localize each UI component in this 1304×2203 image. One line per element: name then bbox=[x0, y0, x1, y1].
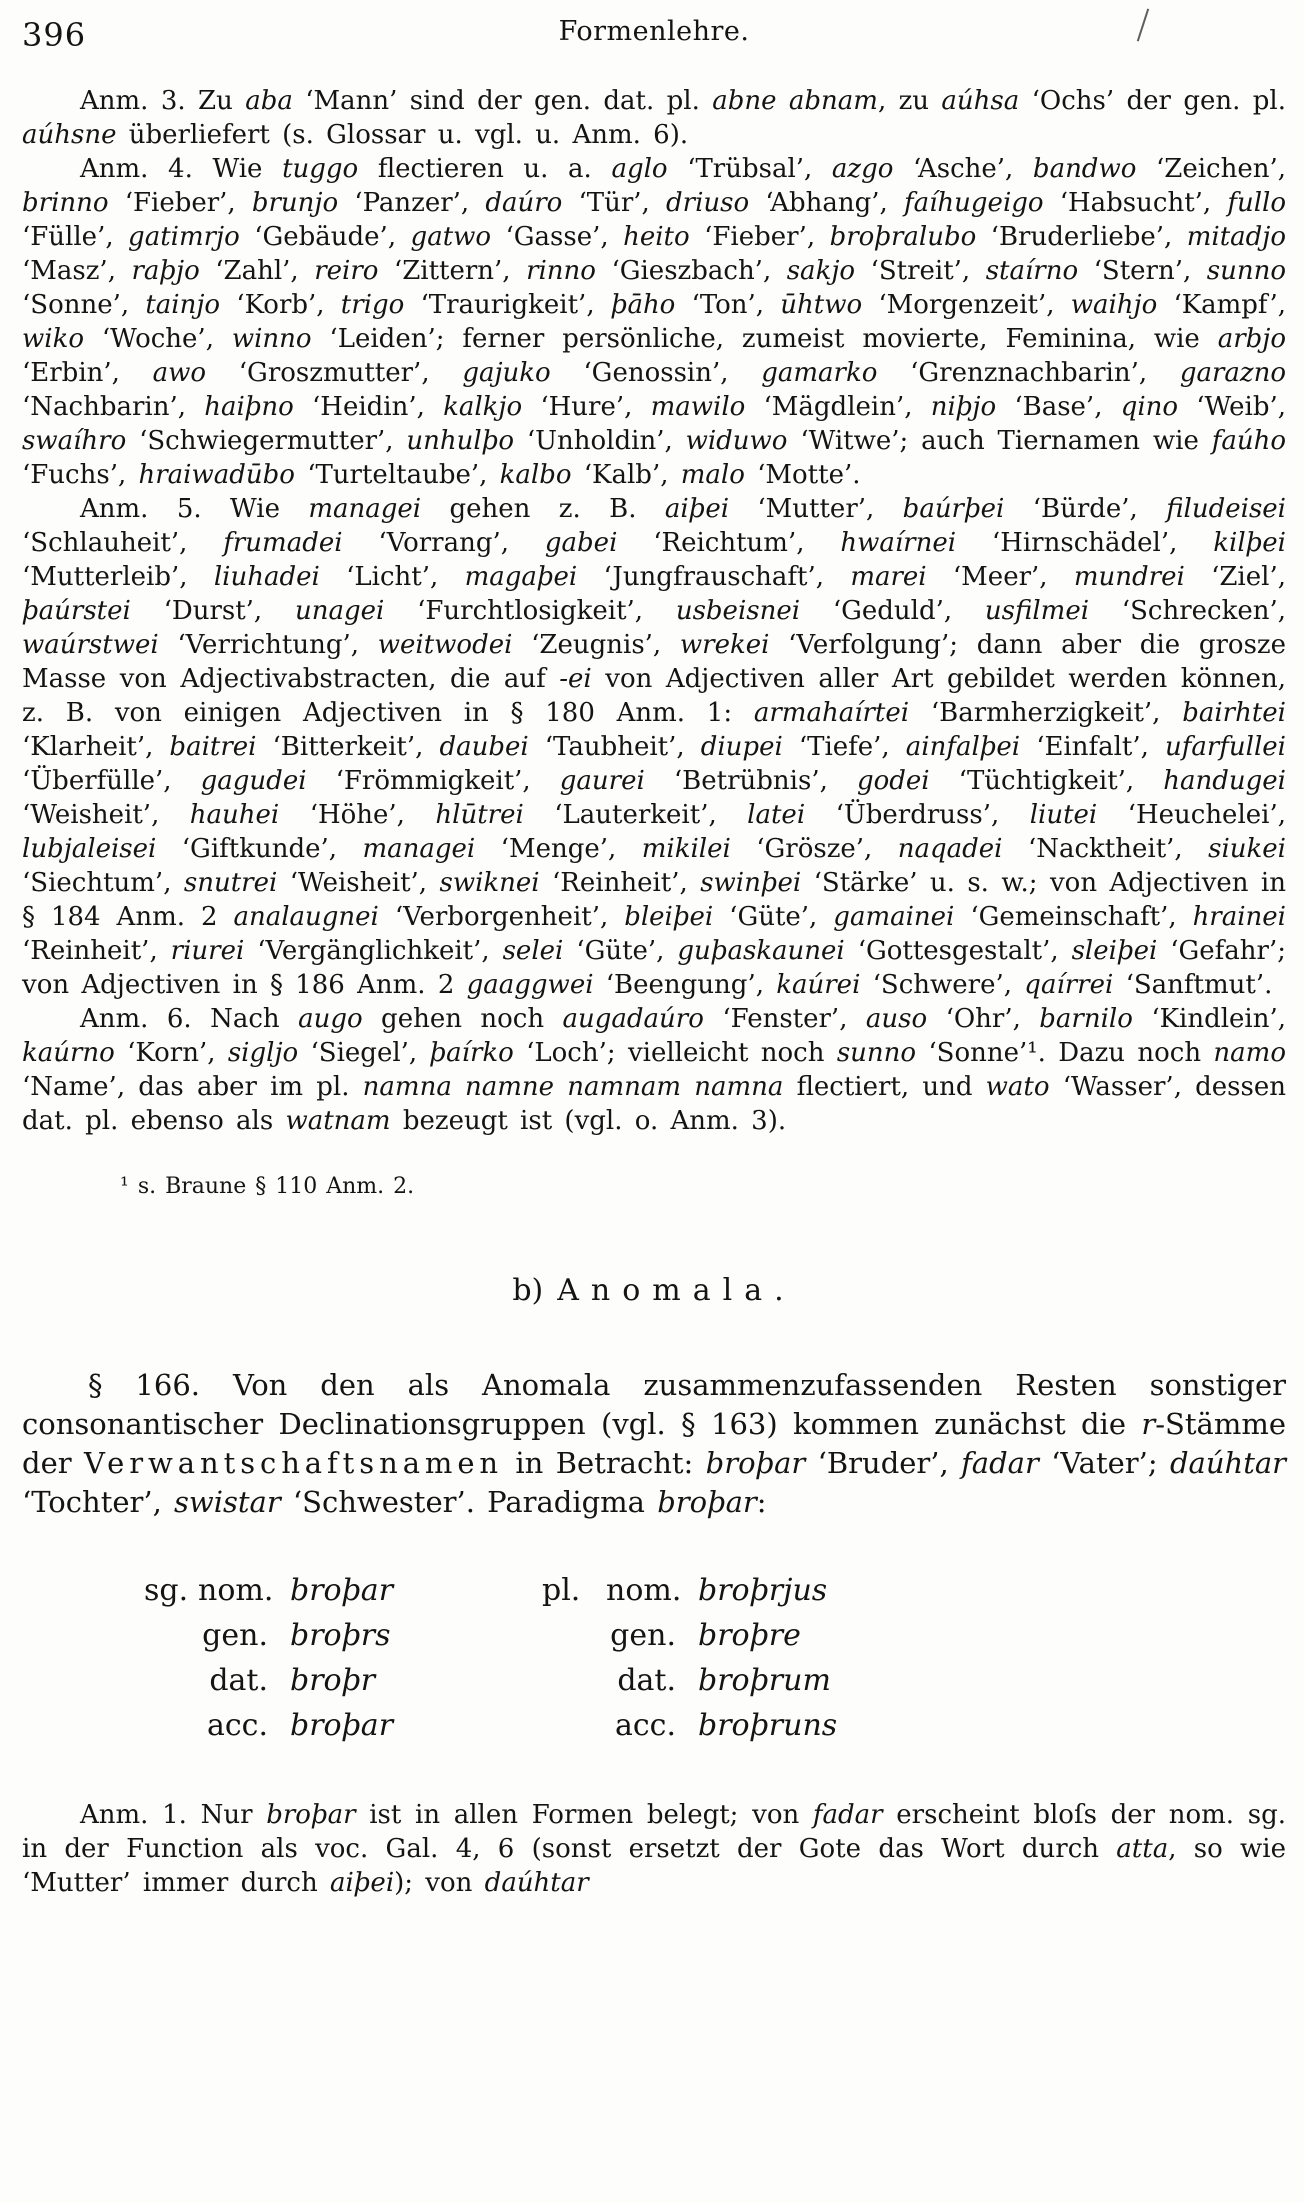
paradigm-pl-group bbox=[542, 1703, 606, 1748]
section-166-block bbox=[22, 1366, 1286, 1522]
paradigm-sg-case: dat. bbox=[209, 1663, 268, 1698]
running-title: Formenlehre. bbox=[558, 16, 750, 47]
paradigm-sg-case: gen. bbox=[202, 1618, 268, 1653]
paragraph-anm3: Anm. 3. Zu aba ‘Mann’ sind der gen. dat. pl. abne abnam, zu aúhsa ‘Ochs’ der gen. pl. aúhsne überliefert (s. Glossar u. vgl. u. Anm. 6). bbox=[22, 86, 1286, 150]
paradigm-sg-case: nom. bbox=[198, 1573, 274, 1608]
paragraph-anm6: Anm. 6. Nach augo gehen noch augadaúro ‘Fenster’, auso ‘Ohr’, barnilo ‘Kindlein’, kaúrno ‘Korn’, sigljo ‘Siegel’, þaírko ‘Loch’; vielleicht noch sunno ‘Sonne’¹. Dazu noch namo ‘Name’, das aber im pl. namna namne namnam namna flectiert, und wato ‘Wasser’, dessen dat. pl. ebenso als watnam bezeugt ist (vgl. o. Anm. 3). bbox=[22, 1004, 1286, 1136]
section-heading-prefix: b) bbox=[512, 1273, 544, 1308]
paradigm-sg-form: broþar bbox=[290, 1573, 394, 1608]
paradigm-sg-group bbox=[144, 1658, 198, 1703]
paradigm-sg-group bbox=[144, 1703, 198, 1748]
paragraph-anm1: Anm. 1. Nur broþar ist in allen Formen belegt; von fadar erscheint bloſs der nom. sg. in der Function als voc. Gal. 4, 6 (sonst ersetzt der Gote das Wort durch atta, so wie ‘Mutter’ immer durch aiþei); von daúhtar bbox=[22, 1800, 1287, 1898]
paragraph-166: § 166. Von den als Anomala zusammenzufassenden Resten sonstiger consonantischer Declinationsgruppen (vgl. § 163) kommen zunächst die r-Stämme der Verwantschaftsnamen in Betracht: broþar ‘Bruder’, fadar ‘Vater’; daúhtar ‘Tochter’, swistar ‘Schwester’. Paradigma broþar: bbox=[22, 1368, 1286, 1519]
page-number: 396 bbox=[22, 16, 87, 54]
anm1-block bbox=[22, 1798, 1286, 1900]
anmerkungen-block bbox=[22, 84, 1286, 1138]
paradigm-pl-group bbox=[542, 1613, 606, 1658]
paradigm-pl-group: pl. bbox=[542, 1573, 581, 1608]
footnote: ¹ s. Braune § 110 Anm. 2. bbox=[120, 1174, 415, 1199]
paradigm-sg-case: acc. bbox=[206, 1708, 268, 1743]
section-heading-text: Anomala. bbox=[557, 1273, 796, 1308]
paradigm-pl-case: gen. bbox=[610, 1618, 676, 1653]
paradigm-sg-group: sg. bbox=[144, 1573, 189, 1608]
paradigm-pl-form: broþrum bbox=[698, 1663, 831, 1698]
paradigm-pl-group bbox=[542, 1658, 606, 1703]
paradigm-pl-form: broþrjus bbox=[698, 1573, 828, 1608]
paradigm-pl-form: broþre bbox=[698, 1618, 801, 1653]
paradigm-sg-group bbox=[144, 1613, 198, 1658]
paradigm-sg-form: broþr bbox=[290, 1663, 376, 1698]
paradigm-sg-form: broþrs bbox=[290, 1618, 391, 1653]
paragraph-anm4: Anm. 4. Wie tuggo flectieren u. a. aglo ‘Trübsal’, azgo ‘Asche’, bandwo ‘Zeichen’, brinno ‘Fieber’, brunjo ‘Panzer’, daúro ‘Tür’, driuso ‘Abhang’, faíhugeigo ‘Habsucht’, fullo ‘Fülle’, gatimrjo ‘Gebäude’, gatwo ‘Gasse’, heito ‘Fieber’, broþralubo ‘Bruderliebe’, mitadjo ‘Masz’, raþjo ‘Zahl’, reiro ‘Zittern’, rinno ‘Gieszbach’, sakjo ‘Streit’, staírno ‘Stern’, sunno ‘Sonne’, tainjo ‘Korb’, trigo ‘Traurigkeit’, þāho ‘Ton’, ūhtwo ‘Morgenzeit’, waihjo ‘Kampf’, wiko ‘Woche’, winno ‘Leiden’; ferner persönliche, zumeist movierte, Feminina, wie arbjo ‘Erbin’, awo ‘Groszmutter’, gajuko ‘Genossin’, gamarko ‘Grenznachbarin’, garazno ‘Nachbarin’, haiþno ‘Heidin’, kalkjo ‘Hure’, mawilo ‘Mägdlein’, niþjo ‘Base’, qino ‘Weib’, swaíhro ‘Schwiegermutter’, unhulþo ‘Unholdin’, widuwo ‘Witwe’; auch Tiernamen wie faúho ‘Fuchs’, hraiwadūbo ‘Turteltaube’, kalbo ‘Kalb’, malo ‘Motte’. bbox=[22, 154, 1287, 490]
paradigm-pl-form: broþruns bbox=[698, 1708, 838, 1743]
paradigm-pl-case: acc. bbox=[614, 1708, 676, 1743]
paradigm-sg-form: broþar bbox=[290, 1708, 394, 1743]
paradigm-table bbox=[144, 1568, 1286, 1748]
page-header bbox=[22, 16, 1286, 60]
section-heading bbox=[22, 1273, 1286, 1308]
paradigm-pl-case: dat. bbox=[617, 1663, 676, 1698]
paragraph-anm5: Anm. 5. Wie managei gehen z. B. aiþei ‘Mutter’, baúrþei ‘Bürde’, filudeisei ‘Schlauheit’, frumadei ‘Vorrang’, gabei ‘Reichtum’, hwaírnei ‘Hirnschädel’, kilþei ‘Mutterleib’, liuhadei ‘Licht’, magaþei ‘Jungfrauschaft’, marei ‘Meer’, mundrei ‘Ziel’, þaúrstei ‘Durst’, unagei ‘Furchtlosigkeit’, usbeisnei ‘Geduld’, usfilmei ‘Schrecken’, waúrstwei ‘Verrichtung’, weitwodei ‘Zeugnis’, wrekei ‘Verfolgung’; dann aber die grosze Masse von Adjectivabstracten, die auf -ei von Adjectiven aller Art gebildet werden können, z. B. von einigen Adjectiven in § 180 Anm. 1: armahaírtei ‘Barmherzigkeit’, bairhtei ‘Klarheit’, baitrei ‘Bitterkeit’, daubei ‘Taubheit’, diupei ‘Tiefe’, ainfalþei ‘Einfalt’, ufarfullei ‘Überfülle’, gagudei ‘Frömmigkeit’, gaurei ‘Betrübnis’, godei ‘Tüchtigkeit’, handugei ‘Weisheit’, hauhei ‘Höhe’, hlūtrei ‘Lauterkeit’, latei ‘Überdruss’, liutei ‘Heuchelei’, lubjaleisei ‘Giftkunde’, managei ‘Menge’, mikilei ‘Grösze’, naqadei ‘Nacktheit’, siukei ‘Siechtum’, snutrei ‘Weisheit’, swiknei ‘Reinheit’, swinþei ‘Stärke’ u. s. w.; von Adjectiven in § 184 Anm. 2 analaugnei ‘Verborgenheit’, bleiþei ‘Güte’, gamainei ‘Gemeinschaft’, hrainei ‘Reinheit’, riurei ‘Vergänglichkeit’, selei ‘Güte’, guþaskaunei ‘Gottesgestalt’, sleiþei ‘Gefahr’; von Adjectiven in § 186 Anm. 2 gaaggwei ‘Beengung’, kaúrei ‘Schwere’, qaírrei ‘Sanftmut’. bbox=[22, 494, 1286, 1000]
paradigm-pl-case: nom. bbox=[606, 1573, 682, 1608]
